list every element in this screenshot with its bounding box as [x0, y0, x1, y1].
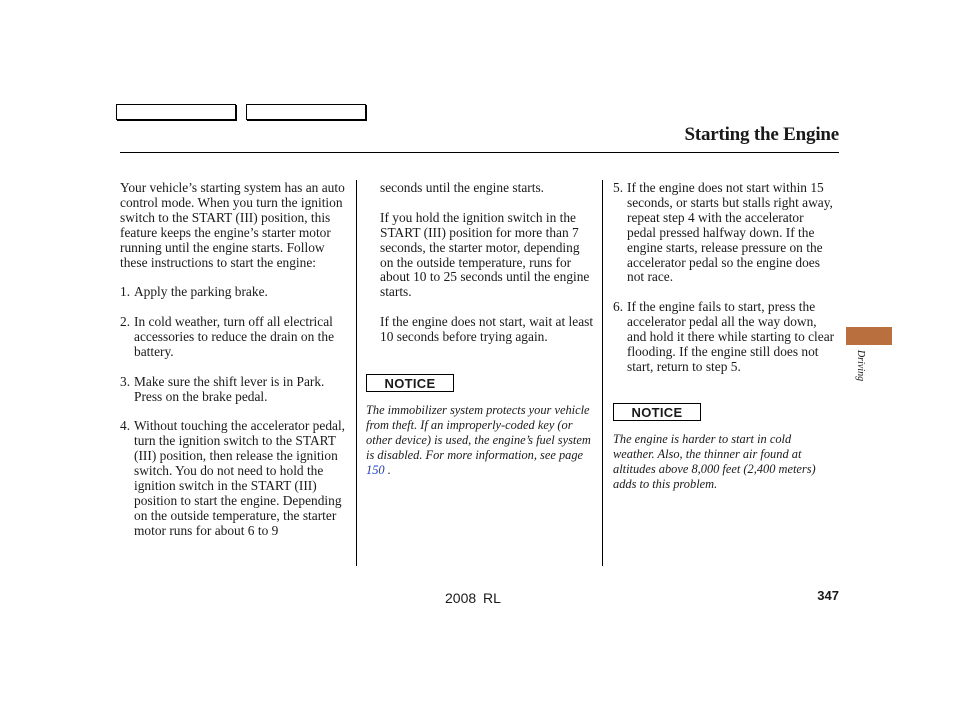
notice-label: NOTICE	[613, 403, 701, 421]
notice-body: The engine is harder to start in cold weather. Also, the thinner air found at altitudes above 8,000 feet (2,400 meters) adds to this problem.	[613, 432, 816, 491]
step-text: Apply the parking brake.	[134, 284, 268, 300]
step-number: 1.	[120, 284, 131, 300]
notice-text-2	[613, 432, 835, 492]
title-divider	[120, 152, 839, 153]
step-text: Without touching the accelerator pedal, turn the ignition switch to the START (III) position, then release the ignition switch. You do not need to hold the ignition switch in the START (III) position to start the engine. Depending on the outside temperature, the starter motor runs for about 6 to 9	[134, 418, 346, 538]
intro-paragraph: Your vehicle’s starting system has an auto control mode. When you turn the ignition switch to the START (III) position, this feature keeps the engine’s starter motor running until the engine starts. Follow these instructions to start the engine:	[120, 180, 345, 270]
step-4	[120, 419, 348, 538]
footer-model: 2008 RL	[445, 590, 501, 606]
nav-button-previous[interactable]	[116, 104, 236, 120]
notice-block-1	[366, 374, 454, 393]
step-1	[120, 285, 348, 300]
notice-body: The immobilizer system protects your vehicle from theft. If an improperly-coded key (or other device) is used, the engine’s fuel system is disabled. For more information, see page	[366, 403, 591, 462]
step-text: Make sure the shift lever is in Park. Press on the brake pedal.	[134, 373, 325, 404]
column-3	[613, 181, 835, 390]
column-1	[120, 181, 348, 554]
column-2	[380, 181, 594, 360]
notice-text-1	[366, 403, 596, 478]
continued-paragraph: seconds until the engine starts.	[380, 180, 545, 195]
section-tab[interactable]	[846, 327, 892, 345]
notice-block-2	[613, 403, 701, 422]
step-text: If the engine does not start within 15 seconds, or starts but stalls right away, repeat step 4 with the accelerator pedal pressed halfway down. If the engine starts, release pressure on the accelerator pedal so the engine does not race.	[627, 180, 833, 285]
section-tab-label: Driving	[855, 350, 866, 382]
notice-end: .	[384, 462, 391, 477]
page-title: Starting the Engine	[684, 124, 839, 145]
step-6	[613, 300, 835, 375]
retry-paragraph: If the engine does not start, wait at least 10 seconds before trying again.	[380, 314, 594, 345]
notice-label: NOTICE	[366, 374, 454, 392]
step-3	[120, 375, 348, 405]
column-divider-1	[356, 180, 357, 566]
nav-button-next[interactable]	[246, 104, 366, 120]
step-number: 6.	[613, 299, 624, 315]
step-number: 3.	[120, 373, 131, 389]
step-number: 4.	[120, 418, 131, 434]
page-number: 347	[817, 588, 839, 603]
step-number: 5.	[613, 180, 624, 195]
step-number: 2.	[120, 314, 131, 330]
step-2	[120, 315, 348, 360]
step-text: In cold weather, turn off all electrical accessories to reduce the drain on the battery.	[134, 314, 335, 359]
step-text: If the engine fails to start, press the accelerator pedal all the way down, and hold it there while starting to clear flooding. If the engine still does not start, return to step 5.	[627, 299, 835, 374]
hold-switch-paragraph: If you hold the ignition switch in the START (III) position for more than 7 seconds, the starter motor, depending on the outside temperature, runs for about 10 to 25 seconds until the engine starts.	[380, 209, 590, 300]
page-reference-link[interactable]: 150	[366, 462, 385, 477]
step-5	[613, 181, 835, 285]
column-divider-2	[602, 180, 603, 566]
